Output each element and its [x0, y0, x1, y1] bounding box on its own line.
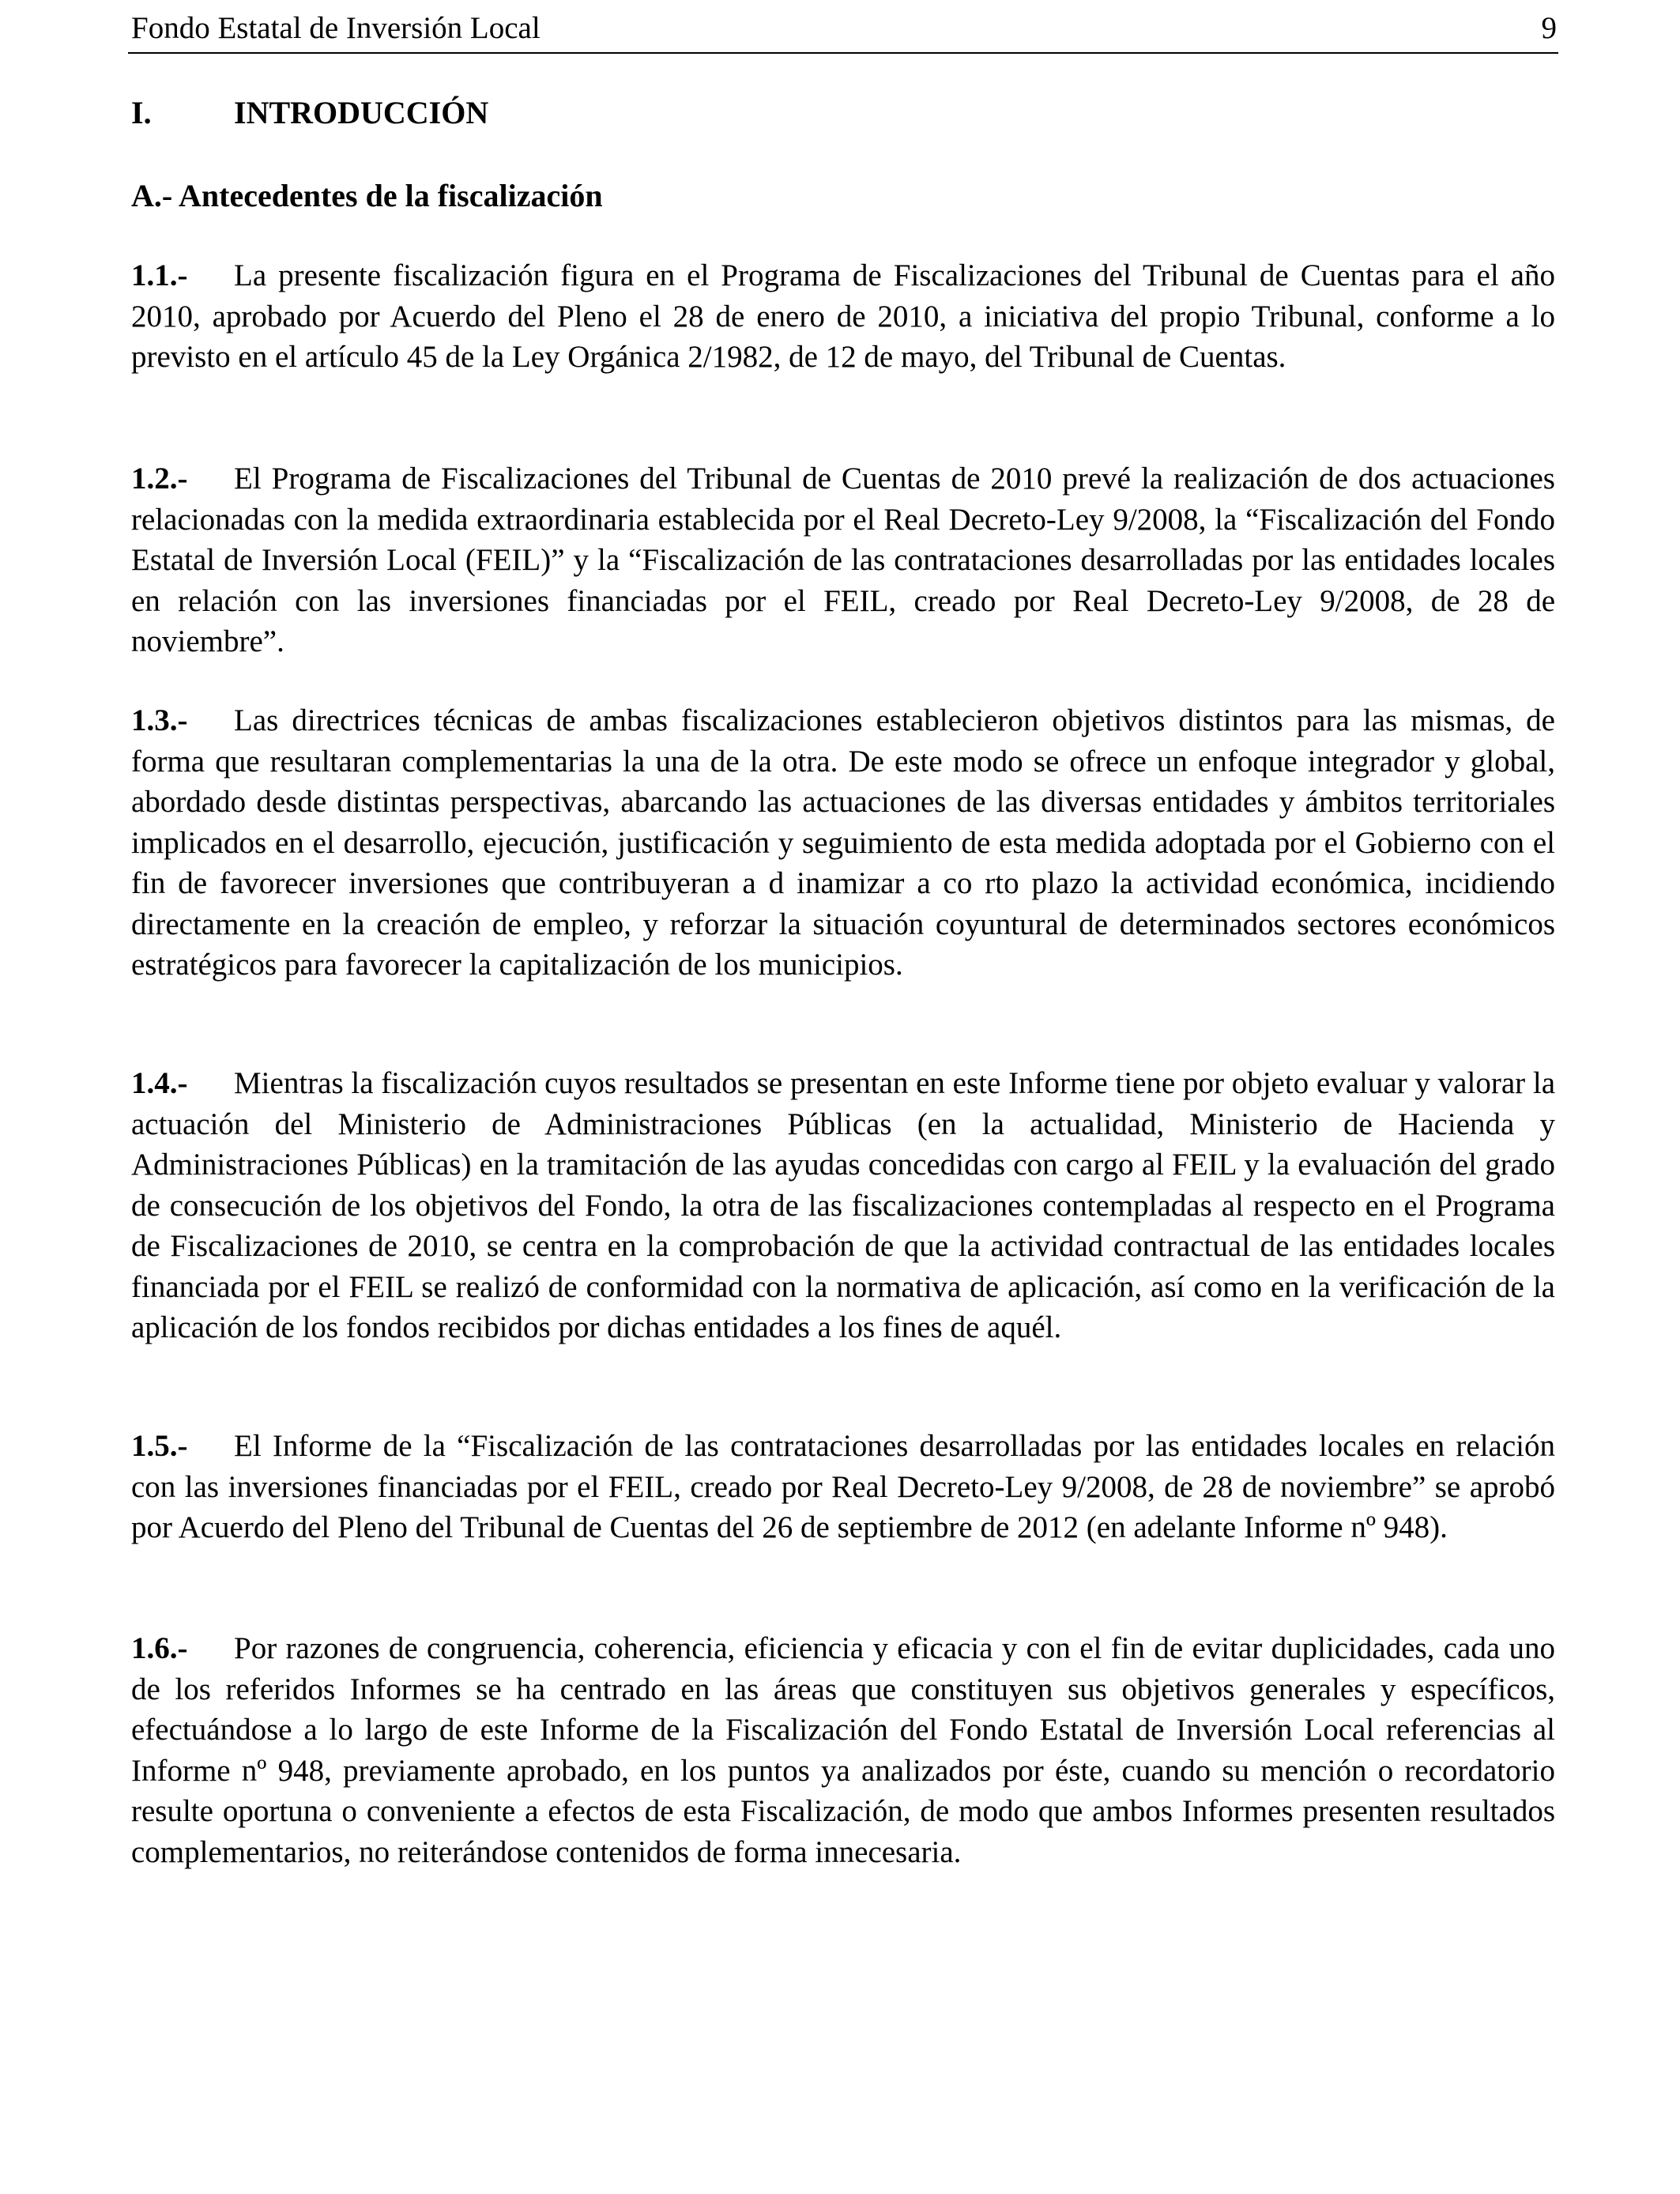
- paragraph-1-4: [131, 1063, 1555, 1348]
- section-heading: [131, 91, 488, 135]
- paragraph-number: 1.5.-: [131, 1429, 188, 1463]
- paragraph-text: Las directrices técnicas de ambas fiscalizaciones establecieron objetivos distintos para las mismas, de forma que resultaran complementarias la una de la otra. De este modo se ofrece un enfoque integrador y global, abordado desde distintas perspectivas, abarcando las actuaciones de las diversas entidades y ámbitos territoriales implicados en el desarrollo, ejecución, justificación y seguimiento de esta medida adoptada por el Gobierno con el fin de favorecer inversiones que contribuyeran a d inamizar a co rto plazo la actividad económica, incidiendo directamente en la creación de empleo, y reforzar la situación coyuntural de determinados sectores económicos estratégicos para favorecer la capitalización de los municipios.: [131, 703, 1555, 982]
- paragraph-number: 1.4.-: [131, 1066, 188, 1100]
- page-number: 9: [1541, 11, 1557, 45]
- paragraph-text: El Programa de Fiscalizaciones del Tribunal de Cuentas de 2010 prevé la realización de dos actuaciones relacionadas con la medida extraordinaria establecida por el Real Decreto-Ley 9/2008, la “Fiscalización del Fondo Estatal de Inversión Local (FEIL)” y la “Fiscalización de las contrataciones desarrolladas por las entidades locales en relación con las inversiones financiadas por el FEIL, creado por Real Decreto-Ley 9/2008, de 28 de noviembre”.: [131, 462, 1555, 658]
- running-header: [128, 8, 1558, 54]
- paragraph-1-6: [131, 1628, 1555, 1872]
- header-title: Fondo Estatal de Inversión Local: [131, 11, 541, 45]
- paragraph-1-2: [131, 458, 1555, 662]
- paragraph-text: Mientras la fiscalización cuyos resultados se presentan en este Informe tiene por objeto evaluar y valorar la actuación del Ministerio de Administraciones Públicas (en la actualidad, Ministerio de Hacienda y Administraciones Públicas) en la tramitación de las ayudas concedidas con cargo al FEIL y la evaluación del grado de consecución de los objetivos del Fondo, la otra de las fiscalizaciones contempladas al respecto en el Programa de Fiscalizaciones de 2010, se centra en la comprobación de que la actividad contractual de las entidades locales financiada por el FEIL se realizó de conformidad con la normativa de aplicación, así como en la verificación de la aplicación de los fondos recibidos por dichas entidades a los fines de aquél.: [131, 1066, 1556, 1344]
- paragraph-1-5: [131, 1426, 1555, 1548]
- paragraph-number: 1.3.-: [131, 703, 188, 737]
- paragraph-number: 1.1.-: [131, 258, 188, 292]
- subsection-heading: A.- Antecedentes de la fiscalización: [131, 178, 603, 213]
- section-title: INTRODUCCIÓN: [234, 95, 489, 130]
- paragraph-number: 1.6.-: [131, 1631, 188, 1665]
- paragraph-1-1: [131, 255, 1555, 378]
- paragraph-text: Por razones de congruencia, coherencia, eficiencia y eficacia y con el fin de evitar duplicidades, cada uno de los referidos Informes se ha centrado en las áreas que constituyen sus objetivos generales y específicos, efectuándose a lo largo de este Informe de la Fiscalización del Fondo Estatal de Inversión Local referencias al Informe nº 948, previamente aprobado, en los puntos ya analizados por éste, cuando su mención o recordatorio resulte oportuna o conveniente a efectos de esta Fiscalización, de modo que ambos Informes presenten resultados complementarios, no reiterándose contenidos de forma innecesaria.: [131, 1631, 1555, 1869]
- paragraph-number: 1.2.-: [131, 462, 188, 496]
- section-number: I.: [131, 95, 152, 130]
- paragraph-text: El Informe de la “Fiscalización de las contrataciones desarrolladas por las entidades locales en relación con las inversiones financiadas por el FEIL, creado por Real Decreto-Ley 9/2008, de 28 de noviembre” se aprobó por Acuerdo del Pleno del Tribunal de Cuentas del 26 de septiembre de 2012 (en adelante Informe nº 948).: [131, 1429, 1555, 1544]
- paragraph-text: La presente fiscalización figura en el Programa de Fiscalizaciones del Tribunal de Cuentas para el año 2010, aprobado por Acuerdo del Pleno el 28 de enero de 2010, a iniciativa del propio Tribunal, conforme a lo previsto en el artículo 45 de la Ley Orgánica 2/1982, de 12 de mayo, del Tribunal de Cuentas.: [131, 258, 1555, 374]
- paragraph-1-3: [131, 700, 1555, 986]
